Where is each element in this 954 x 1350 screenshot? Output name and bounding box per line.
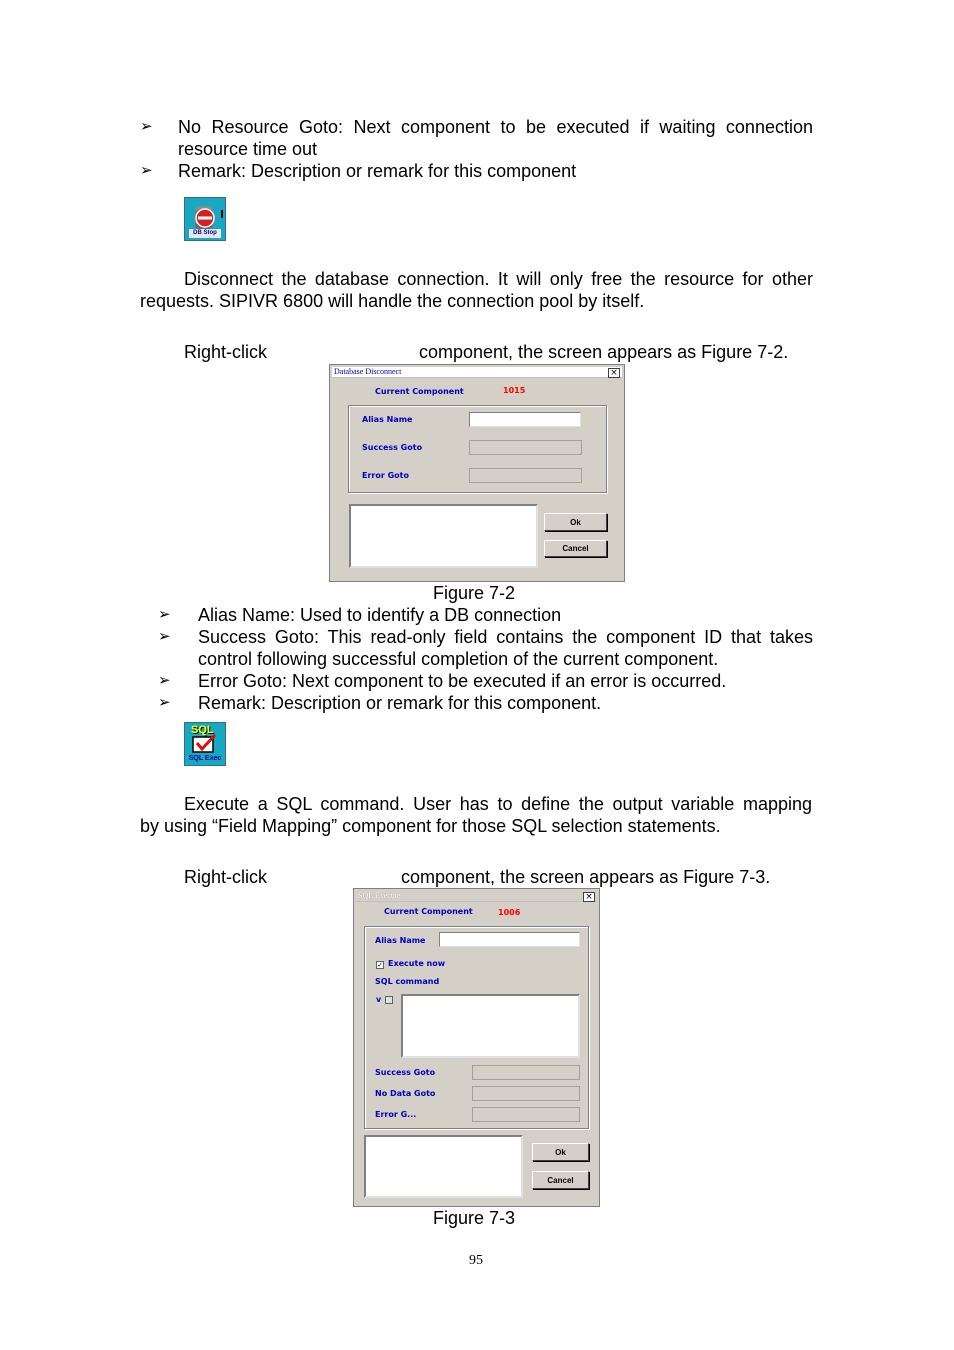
close-button[interactable]: ×: [608, 368, 620, 378]
success-goto-label: Success Goto: [375, 1068, 436, 1077]
dialog-title-bar: [356, 891, 597, 902]
figure-caption: Figure 7-3: [433, 1208, 516, 1228]
sql-command-textarea[interactable]: [401, 994, 580, 1058]
current-component-label: Current Component: [375, 387, 464, 396]
bullet-marker: ➢: [158, 672, 171, 689]
rightclick-text: Right-click: [184, 342, 268, 362]
rightclick-text-rest: component, the screen appears as Figure 7-3.: [401, 867, 771, 887]
no-data-goto-field: [472, 1086, 580, 1101]
alias-name-input[interactable]: [469, 412, 581, 427]
bullet-text: Remark: Description or remark for this component: [178, 161, 577, 181]
bullet-text: Remark: Description or remark for this component.: [198, 693, 602, 713]
alias-name-label: Alias Name: [362, 415, 413, 424]
execute-now-checkbox[interactable]: ✓: [377, 961, 383, 969]
paragraph-line: by using “Field Mapping” component for those SQL selection statements.: [140, 816, 721, 836]
alias-name-input[interactable]: [439, 932, 580, 947]
success-goto-field: [472, 1065, 580, 1080]
alias-name-label: Alias Name: [375, 936, 426, 945]
sql-exec-icon: [184, 722, 226, 766]
ok-button[interactable]: Ok: [532, 1143, 589, 1161]
current-component-label: Current Component: [384, 907, 473, 916]
error-goto-label: Error G...: [375, 1110, 417, 1119]
current-component-value: 1006: [498, 908, 521, 917]
remark-textarea[interactable]: [349, 504, 538, 568]
error-goto-field: [469, 468, 582, 483]
close-button[interactable]: ×: [583, 892, 595, 902]
v-checkbox[interactable]: [385, 996, 393, 1004]
remark-textarea[interactable]: [364, 1135, 523, 1198]
sql-execute-dialog: [353, 888, 600, 1207]
sql-icon-label: SQL Exec: [188, 755, 222, 762]
bullet-text-cont: control following successful completion of the current component.: [198, 649, 719, 669]
bullet-text: No Resource Goto: Next component to be executed if waiting connection: [178, 117, 813, 137]
cancel-button[interactable]: Cancel: [544, 540, 607, 557]
error-goto-field: [472, 1107, 580, 1122]
execute-now-label: Execute now: [388, 959, 446, 968]
v-label: v: [376, 995, 382, 1004]
current-component-value: 1015: [503, 386, 526, 395]
no-data-goto-label: No Data Goto: [375, 1089, 436, 1098]
dialog-title: Database Disconnect: [334, 367, 402, 376]
database-disconnect-dialog: [329, 364, 625, 582]
paragraph-line: Execute a SQL command. User has to define the output variable mapping: [184, 794, 812, 814]
dialog-title: SQL Execute: [358, 891, 401, 900]
success-goto-field: [469, 440, 582, 455]
dialog-title-bar: [332, 367, 622, 378]
ok-button[interactable]: Ok: [544, 513, 607, 531]
rightclick-text-rest: component, the screen appears as Figure 7-2.: [419, 342, 789, 362]
bullet-marker: ➢: [140, 162, 153, 179]
figure-caption: Figure 7-2: [433, 583, 516, 603]
db-stop-icon-label: DB Stop: [193, 230, 217, 236]
sql-command-label: SQL command: [375, 977, 440, 986]
page-number: 95: [469, 1253, 483, 1268]
db-stop-icon: [184, 197, 226, 241]
success-goto-label: Success Goto: [362, 443, 423, 452]
bullet-marker: ➢: [158, 606, 171, 623]
sql-icon-top-label: SQL: [191, 724, 214, 736]
paragraph-line: requests. SIPIVR 6800 will handle the connection pool by itself.: [140, 291, 645, 311]
cancel-button[interactable]: Cancel: [532, 1171, 589, 1189]
bullet-text: Alias Name: Used to identify a DB connection: [198, 605, 562, 625]
paragraph-line: Disconnect the database connection. It will only free the resource for other: [184, 269, 813, 289]
bullet-text: Error Goto: Next component to be executed if an error is occurred.: [198, 671, 727, 691]
error-goto-label: Error Goto: [362, 471, 409, 480]
bullet-marker: ➢: [158, 694, 171, 711]
rightclick-text: Right-click: [184, 867, 268, 887]
bullet-text-cont: resource time out: [178, 139, 318, 159]
bullet-marker: ➢: [158, 628, 171, 645]
bullet-text: Success Goto: This read-only field contains the component ID that takes: [198, 627, 813, 647]
bullet-marker: ➢: [140, 118, 153, 135]
